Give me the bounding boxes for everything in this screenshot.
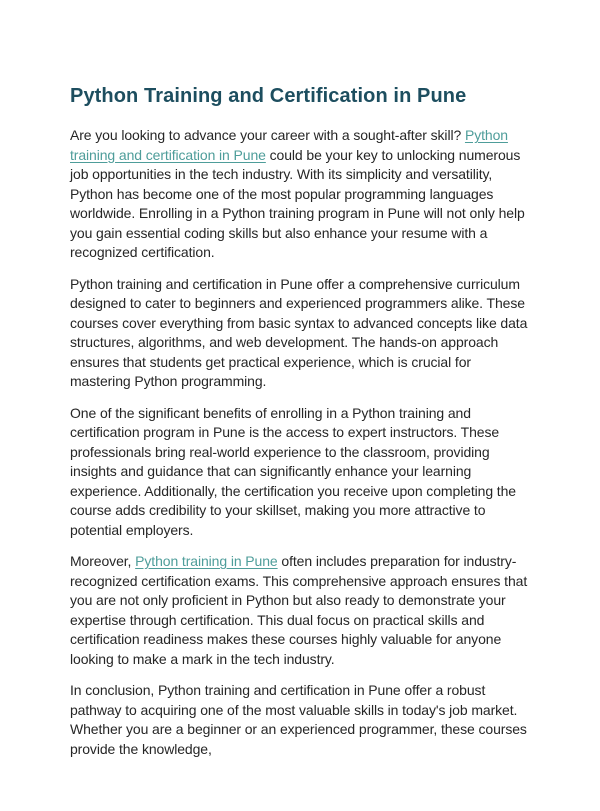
inline-link[interactable]: Python training in Pune [135,553,278,569]
paragraph-text: One of the significant benefits of enrolling in a Python training and certification program in Pune is the access to expert instructors. These professionals bring real-world experience to the classroom, providing insights and guidance that can significantly enhance your learning experience. Additionally, the certification you receive upon completing the course adds credibility to your skillset, making you more attractive to potential employers. [70,404,516,538]
paragraph [70,126,530,263]
paragraph [70,552,530,669]
paragraph [70,275,530,392]
paragraph-text: In conclusion, Python training and certification in Pune offer a robust pathway to acquiring one of the most valuable skills in today's job market. Whether you are a beginner or an experienced programmer, these courses provide the knowledge, [70,682,527,757]
document-title: Python Training and Certification in Pune [70,85,467,107]
inline-link[interactable]: Python training and certification in Pune [70,127,508,163]
paragraph-text: Are you looking to advance your career with a sought-after skill? [70,127,465,143]
paragraph-text: often includes preparation for industry-recognized certification exams. This comprehensive approach ensures that you are not only proficient in Python but also ready to demonstrate your expertise through certification. This dual focus on practical skills and certification readiness makes these courses highly valuable for anyone looking to make a mark in the tech industry. [70,553,528,667]
document-body [70,126,530,759]
paragraph-text: Moreover, [70,553,136,569]
paragraph [70,404,530,541]
paragraph-text: Python training and certification in Pune offer a comprehensive curriculum designed to cater to beginners and experienced programmers alike. These courses cover everything from basic syntax to advanced concepts like data structures, algorithms, and web development. The hands-on approach ensures that students get practical experience, which is crucial for mastering Python programming. [70,275,528,389]
paragraph-text: could be your key to unlocking numerous job opportunities in the tech industry. With its simplicity and versatility, Python has become one of the most popular programming languages worldwide. Enrolling in a Python training program in Pune will not only help you gain essential coding skills but also enhance your resume with a recognized certification. [70,146,525,260]
paragraph [70,681,530,759]
